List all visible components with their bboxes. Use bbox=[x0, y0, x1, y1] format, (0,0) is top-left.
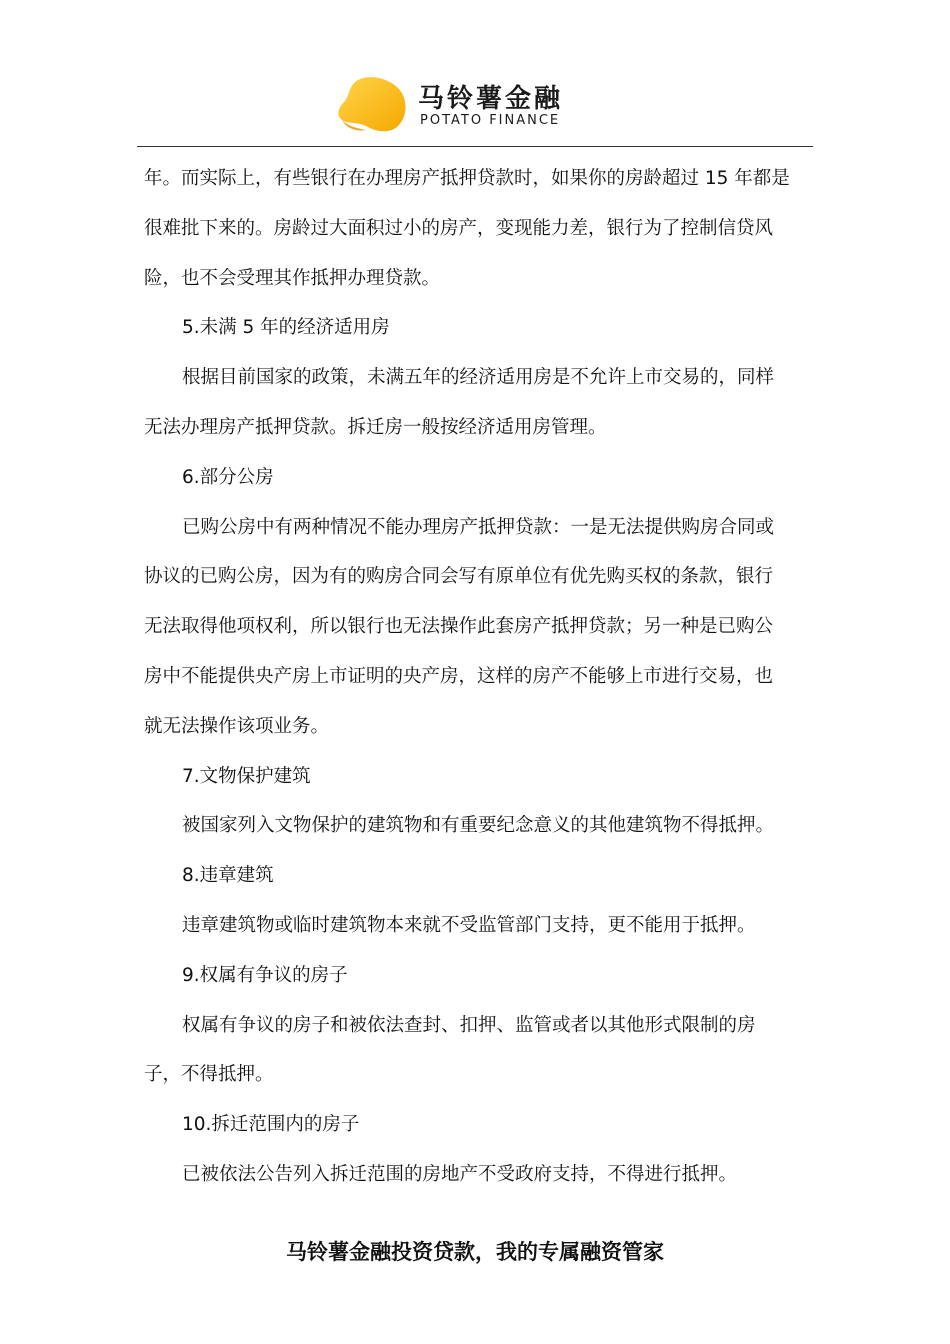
section-heading: 7.文物保护建筑 bbox=[182, 765, 311, 787]
body-line: 协议的已购公房，因为有的购房合同会写有原单位有优先购买权的条款，银行 bbox=[144, 566, 774, 588]
section-heading: 6.部分公房 bbox=[182, 466, 274, 488]
footer-slogan: 马铃薯金融投资贷款，我的专属融资管家 bbox=[286, 1239, 664, 1264]
section-heading: 9.权属有争议的房子 bbox=[182, 964, 348, 986]
brand-name-en: POTATO FINANCE bbox=[420, 113, 561, 128]
body-line: 无法办理房产抵押贷款。拆迁房一般按经济适用房管理。 bbox=[144, 416, 607, 438]
body-line: 权属有争议的房子和被依法查封、扣押、监管或者以其他形式限制的房 bbox=[182, 1014, 756, 1036]
body-line: 被国家列入文物保护的建筑物和有重要纪念意义的其他建筑物不得抵押。 bbox=[182, 815, 775, 837]
body-line: 子，不得抵押。 bbox=[144, 1064, 274, 1086]
header-divider bbox=[137, 146, 813, 147]
section-heading: 8.违章建筑 bbox=[182, 865, 274, 887]
body-line: 年。而实际上，有些银行在办理房产抵押贷款时，如果你的房龄超过 15 年都是 bbox=[144, 168, 790, 189]
brand-logo bbox=[336, 76, 606, 136]
body-line: 根据目前国家的政策，未满五年的经济适用房是不允许上市交易的，同样 bbox=[182, 367, 775, 389]
body-line: 很难批下来的。房龄过大面积过小的房产，变现能力差，银行为了控制信贷风 bbox=[144, 217, 774, 239]
page-header bbox=[0, 0, 950, 150]
section-heading: 5.未满 5 年的经济适用房 bbox=[182, 317, 390, 339]
body-line: 险，也不会受理其作抵押办理贷款。 bbox=[144, 267, 441, 289]
brand-name-cn: 马铃薯金融 bbox=[418, 84, 564, 114]
body-line: 违章建筑物或临时建筑物本来就不受监管部门支持，更不能用于抵押。 bbox=[182, 914, 756, 936]
body-line: 房中不能提供央产房上市证明的央产房，这样的房产不能够上市进行交易，也 bbox=[144, 665, 774, 687]
article-body bbox=[144, 162, 810, 1208]
body-line: 已购公房中有两种情况不能办理房产抵押贷款：一是无法提供购房合同或 bbox=[182, 516, 775, 538]
body-line: 就无法操作该项业务。 bbox=[144, 715, 330, 737]
body-line: 无法取得他项权利，所以银行也无法操作此套房产抵押贷款；另一种是已购公 bbox=[144, 616, 774, 638]
body-line: 已被依法公告列入拆迁范围的房地产不受政府支持，不得进行抵押。 bbox=[182, 1163, 738, 1185]
potato-logo-icon bbox=[336, 76, 408, 134]
section-heading: 10.拆迁范围内的房子 bbox=[182, 1114, 360, 1136]
